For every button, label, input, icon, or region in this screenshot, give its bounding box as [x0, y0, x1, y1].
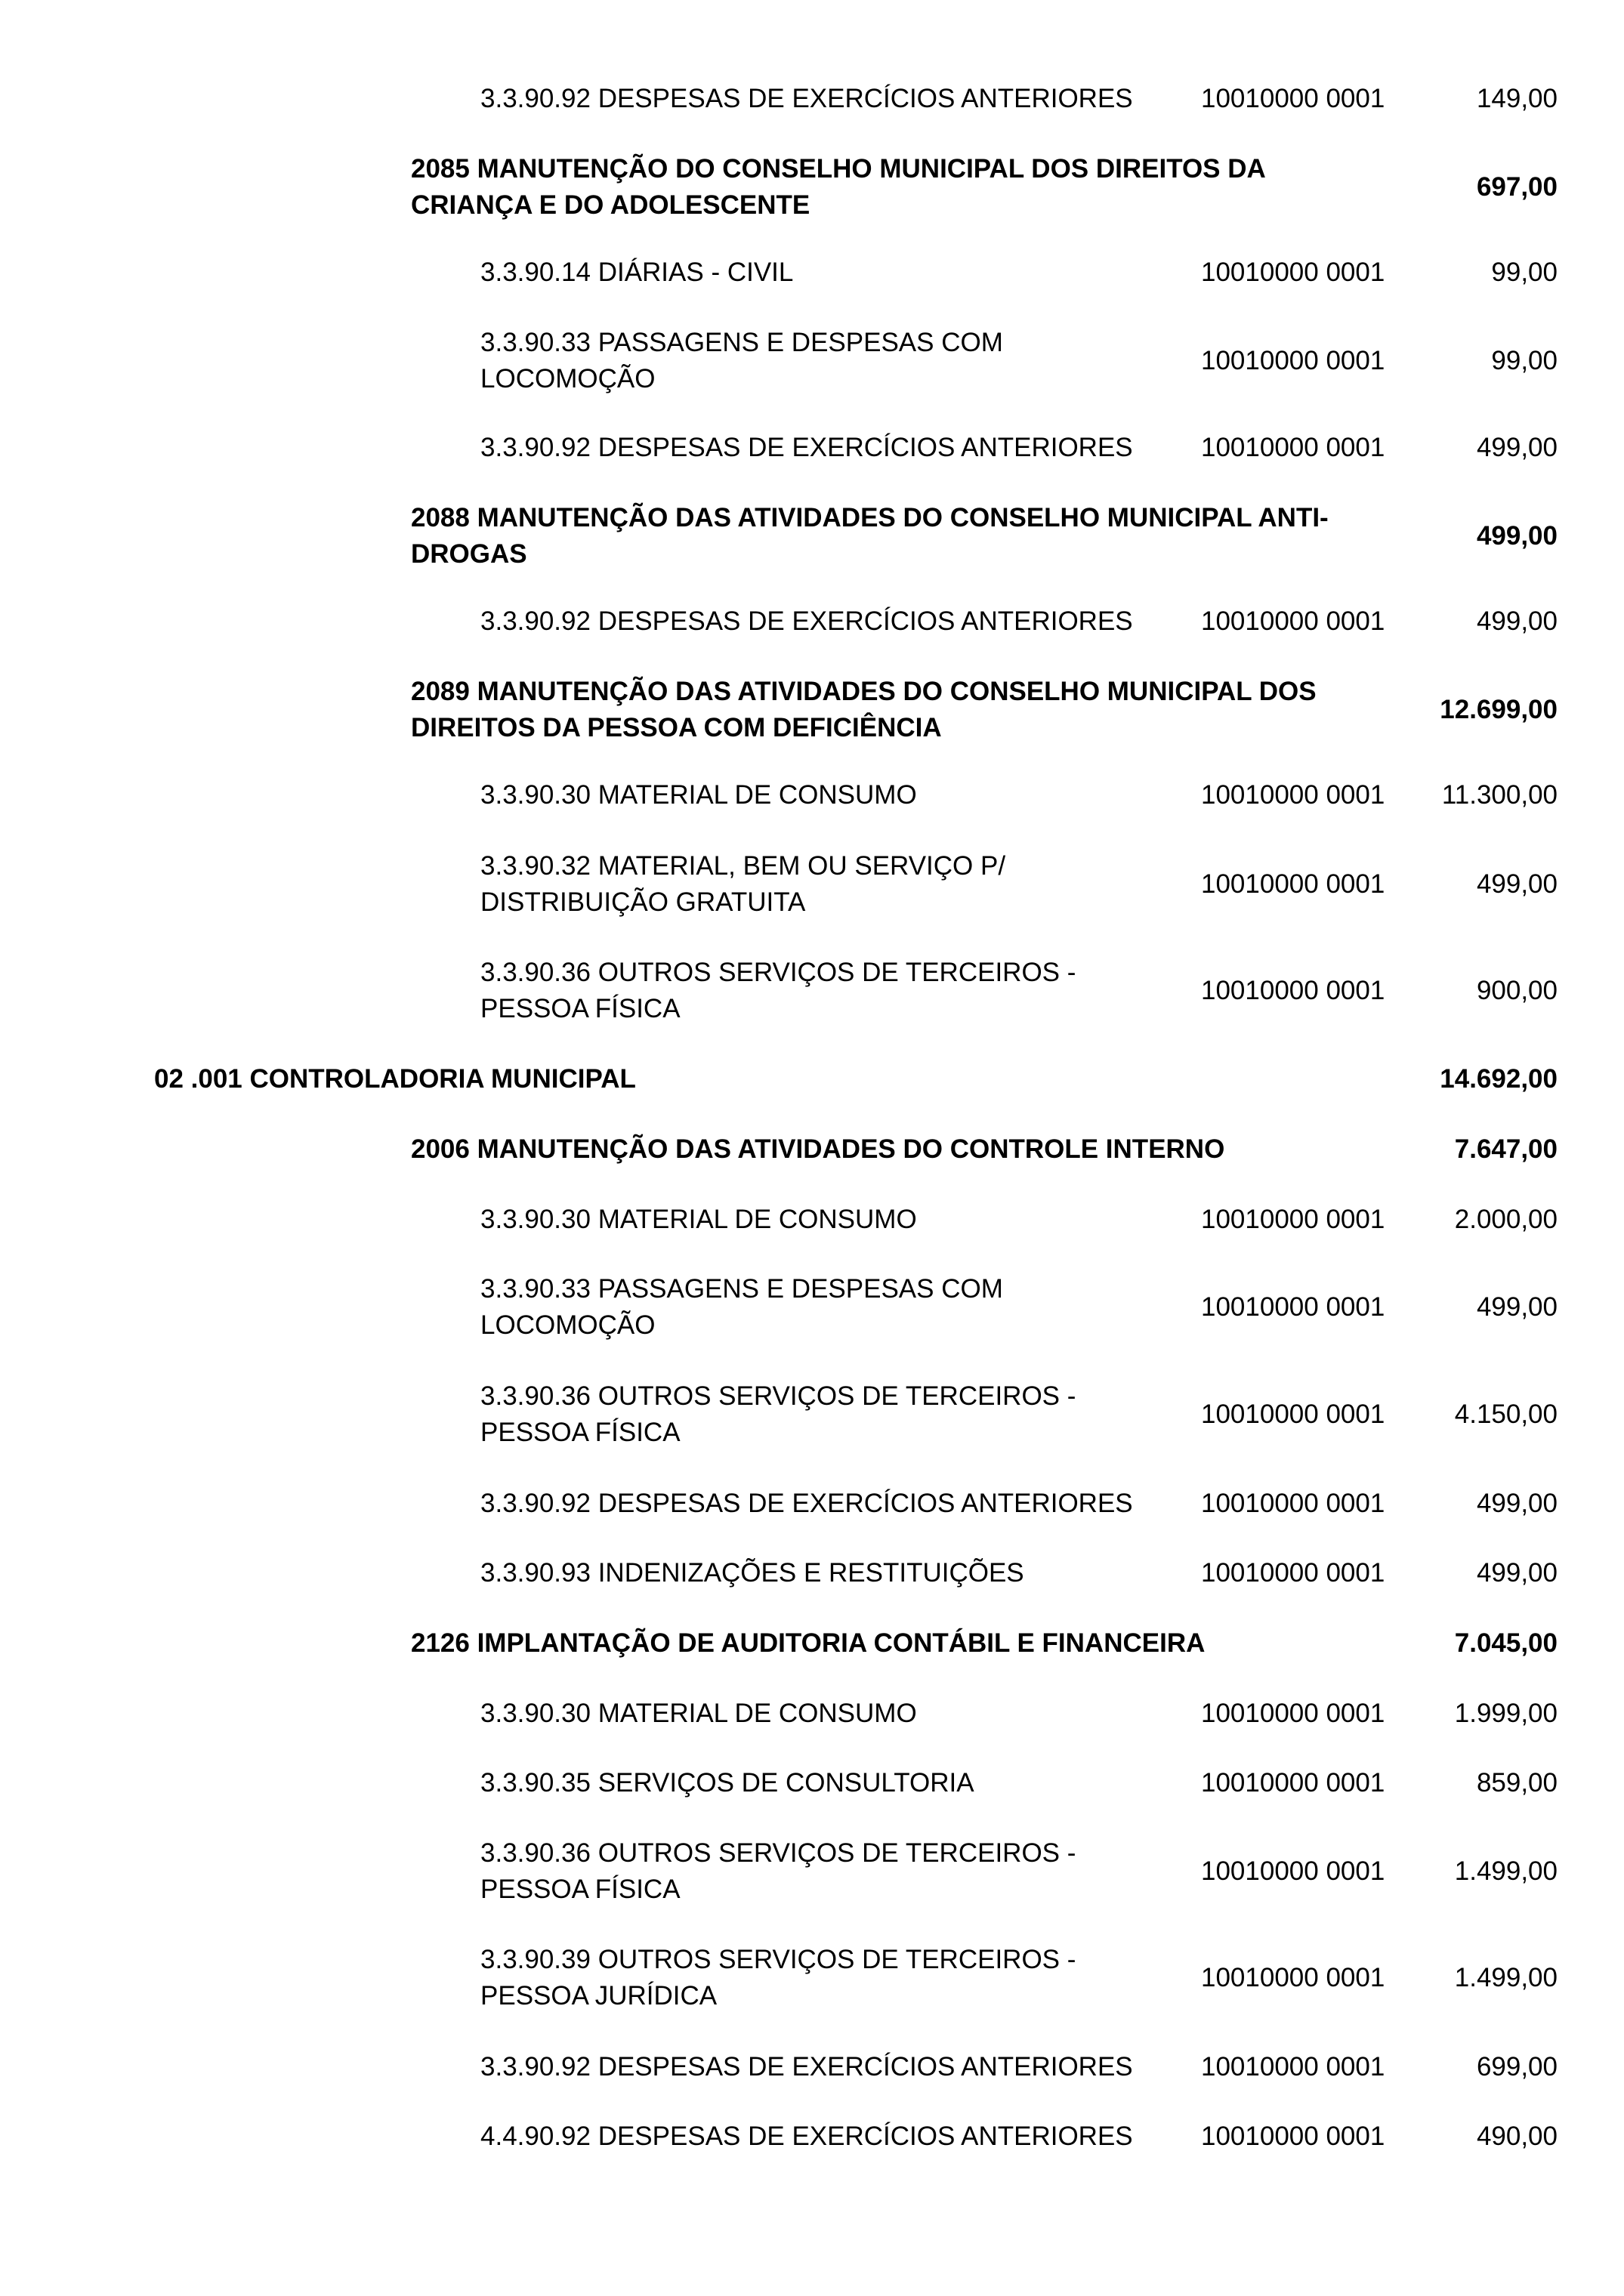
row-amount: 499,00: [1476, 1558, 1558, 1588]
row-description: 3.3.90.30 MATERIAL DE CONSUMO: [480, 1699, 917, 1728]
row-resource-code: 10010000 0001: [1201, 1768, 1385, 1798]
row-description: 2089 MANUTENÇÃO DAS ATIVIDADES DO CONSELHO MUNICIPAL DOS DIREITOS DA PESSOA COM DEFICIÊNCIA: [411, 677, 1317, 742]
expense-item-row: [0, 843, 1624, 926]
row-description: 2088 MANUTENÇÃO DAS ATIVIDADES DO CONSELHO MUNICIPAL ANTI- DROGAS: [411, 503, 1329, 569]
expense-item-row: [0, 1936, 1624, 2020]
expense-item-row: [0, 1373, 1624, 1456]
expense-item-row: [0, 1760, 1624, 1807]
row-amount: 149,00: [1476, 84, 1558, 113]
action-group-row: [0, 668, 1624, 751]
row-description: 3.3.90.14 DIÁRIAS - CIVIL: [480, 258, 794, 287]
row-amount: 1.499,00: [1454, 1856, 1558, 1886]
row-resource-code: 10010000 0001: [1201, 606, 1385, 636]
action-group-row: [0, 1126, 1624, 1173]
expense-item-row: [0, 1690, 1624, 1737]
expense-item-row: [0, 249, 1624, 296]
expense-item-row: [0, 1196, 1624, 1243]
expense-item-row: [0, 949, 1624, 1032]
action-group-row: [0, 1620, 1624, 1667]
row-amount: 499,00: [1476, 433, 1558, 462]
row-amount: 4.150,00: [1454, 1400, 1558, 1429]
row-amount: 99,00: [1491, 346, 1558, 375]
row-resource-code: 10010000 0001: [1201, 2122, 1385, 2151]
expense-item-row: [0, 76, 1624, 122]
row-amount: 859,00: [1476, 1768, 1558, 1798]
row-resource-code: 10010000 0001: [1201, 258, 1385, 287]
row-description: 02 .001 CONTROLADORIA MUNICIPAL: [154, 1064, 636, 1094]
row-amount: 499,00: [1476, 1489, 1558, 1518]
row-description: 3.3.90.93 INDENIZAÇÕES E RESTITUIÇÕES: [480, 1558, 1024, 1588]
row-amount: 900,00: [1476, 976, 1558, 1005]
row-amount: 499,00: [1476, 869, 1558, 899]
row-resource-code: 10010000 0001: [1201, 1699, 1385, 1728]
row-amount: 2.000,00: [1454, 1205, 1558, 1234]
row-description: 3.3.90.92 DESPESAS DE EXERCÍCIOS ANTERIORES: [480, 1489, 1133, 1518]
expense-item-row: [0, 1830, 1624, 1913]
row-amount: 14.692,00: [1440, 1064, 1558, 1094]
row-resource-code: 10010000 0001: [1201, 1489, 1385, 1518]
row-amount: 7.045,00: [1454, 1628, 1558, 1658]
row-resource-code: 10010000 0001: [1201, 1856, 1385, 1886]
row-description: 3.3.90.39 OUTROS SERVIÇOS DE TERCEIROS - PESSOA JURÍDICA: [480, 1945, 1076, 2011]
row-amount: 7.647,00: [1454, 1134, 1558, 1164]
row-description: 3.3.90.92 DESPESAS DE EXERCÍCIOS ANTERIORES: [480, 606, 1133, 636]
action-group-row: [0, 146, 1624, 229]
expense-item-row: [0, 2113, 1624, 2160]
row-resource-code: 10010000 0001: [1201, 1292, 1385, 1322]
row-description: 2085 MANUTENÇÃO DO CONSELHO MUNICIPAL DOS DIREITOS DA CRIANÇA E DO ADOLESCENTE: [411, 154, 1266, 220]
row-amount: 1.999,00: [1454, 1699, 1558, 1728]
row-resource-code: 10010000 0001: [1201, 2052, 1385, 2082]
row-description: 3.3.90.36 OUTROS SERVIÇOS DE TERCEIROS - PESSOA FÍSICA: [480, 958, 1076, 1023]
row-amount: 490,00: [1476, 2122, 1558, 2151]
row-description: 3.3.90.92 DESPESAS DE EXERCÍCIOS ANTERIORES: [480, 84, 1133, 113]
row-resource-code: 10010000 0001: [1201, 1963, 1385, 1992]
row-resource-code: 10010000 0001: [1201, 869, 1385, 899]
row-description: 3.3.90.35 SERVIÇOS DE CONSULTORIA: [480, 1768, 974, 1798]
row-amount: 11.300,00: [1441, 780, 1558, 810]
row-resource-code: 10010000 0001: [1201, 346, 1385, 375]
expense-item-row: [0, 1480, 1624, 1527]
row-amount: 699,00: [1476, 2052, 1558, 2082]
row-resource-code: 10010000 0001: [1201, 433, 1385, 462]
expense-item-row: [0, 319, 1624, 403]
expense-item-row: [0, 598, 1624, 645]
row-description: 3.3.90.36 OUTROS SERVIÇOS DE TERCEIROS - PESSOA FÍSICA: [480, 1381, 1076, 1447]
expense-item-row: [0, 424, 1624, 471]
row-description: 3.3.90.33 PASSAGENS E DESPESAS COM LOCOMOÇÃO: [480, 328, 1003, 393]
row-description: 3.3.90.33 PASSAGENS E DESPESAS COM LOCOMOÇÃO: [480, 1274, 1003, 1340]
row-amount: 499,00: [1476, 606, 1558, 636]
row-description: 3.3.90.32 MATERIAL, BEM OU SERVIÇO P/ DISTRIBUIÇÃO GRATUITA: [480, 851, 1006, 917]
expense-item-row: [0, 1550, 1624, 1597]
expense-item-row: [0, 772, 1624, 819]
row-amount: 1.499,00: [1454, 1963, 1558, 1992]
row-resource-code: 10010000 0001: [1201, 1205, 1385, 1234]
section-row: [0, 1056, 1624, 1103]
row-resource-code: 10010000 0001: [1201, 84, 1385, 113]
row-description: 2126 IMPLANTAÇÃO DE AUDITORIA CONTÁBIL E FINANCEIRA: [411, 1628, 1206, 1658]
row-amount: 99,00: [1491, 258, 1558, 287]
action-group-row: [0, 495, 1624, 578]
row-description: 2006 MANUTENÇÃO DAS ATIVIDADES DO CONTROLE INTERNO: [411, 1134, 1225, 1164]
row-amount: 697,00: [1476, 172, 1558, 202]
row-description: 4.4.90.92 DESPESAS DE EXERCÍCIOS ANTERIORES: [480, 2122, 1133, 2151]
row-description: 3.3.90.30 MATERIAL DE CONSUMO: [480, 1205, 917, 1234]
row-amount: 12.699,00: [1440, 695, 1558, 724]
row-amount: 499,00: [1476, 1292, 1558, 1322]
row-resource-code: 10010000 0001: [1201, 1400, 1385, 1429]
expense-item-row: [0, 1266, 1624, 1349]
row-description: 3.3.90.92 DESPESAS DE EXERCÍCIOS ANTERIORES: [480, 2052, 1133, 2082]
row-resource-code: 10010000 0001: [1201, 1558, 1385, 1588]
row-description: 3.3.90.92 DESPESAS DE EXERCÍCIOS ANTERIORES: [480, 433, 1133, 462]
expense-item-row: [0, 2044, 1624, 2091]
row-resource-code: 10010000 0001: [1201, 780, 1385, 810]
row-amount: 499,00: [1476, 521, 1558, 551]
row-description: 3.3.90.30 MATERIAL DE CONSUMO: [480, 780, 917, 810]
row-resource-code: 10010000 0001: [1201, 976, 1385, 1005]
row-description: 3.3.90.36 OUTROS SERVIÇOS DE TERCEIROS - PESSOA FÍSICA: [480, 1838, 1076, 1904]
